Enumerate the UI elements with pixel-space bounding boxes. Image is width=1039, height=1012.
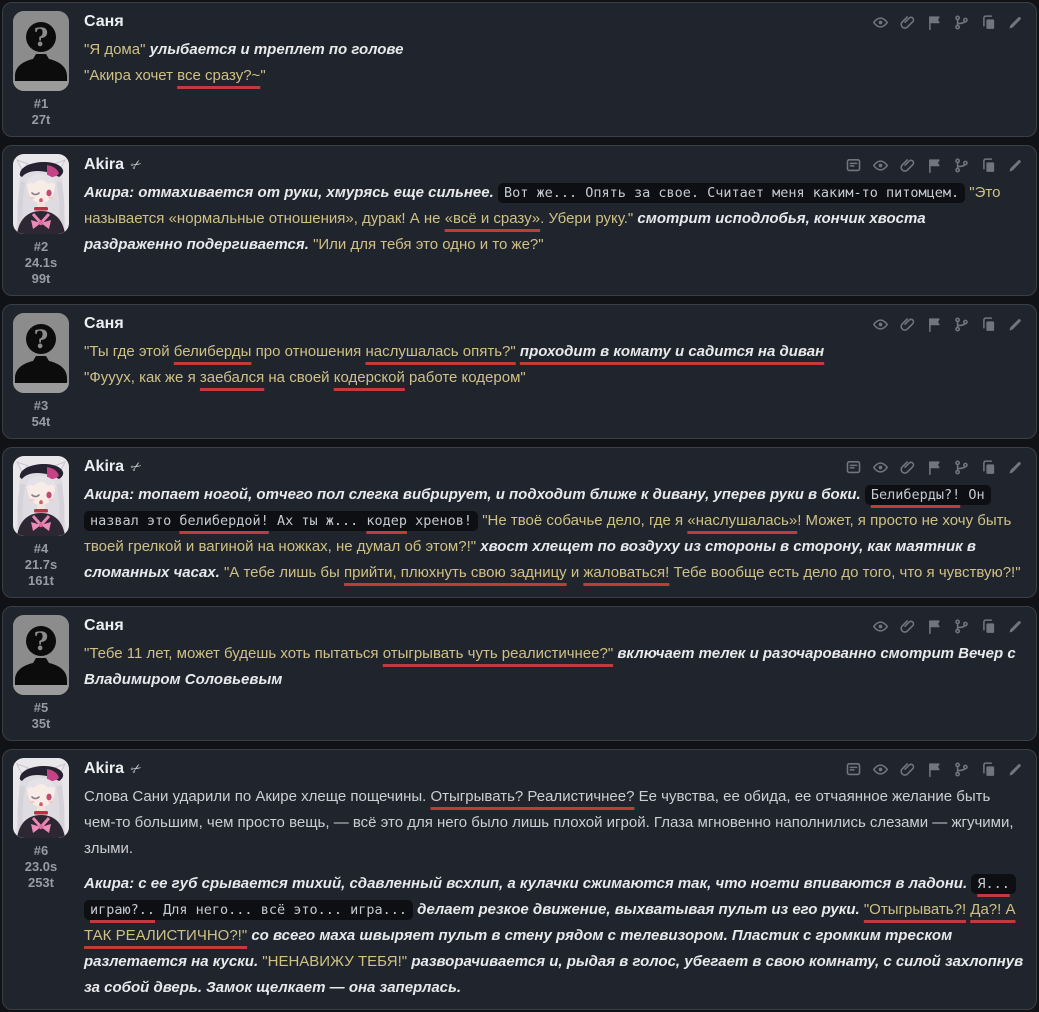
branch-icon[interactable] — [953, 14, 970, 31]
message-stat: 21.7s — [24, 557, 58, 572]
quote-text: "Не твоё собачье дело, где я «наслушалась»! Может, я просто не хочу быть твоей грелкой и вагиной на ножках, не думал об этом?!" — [84, 512, 1012, 555]
prompt-icon[interactable] — [845, 157, 862, 174]
action-text: хвост хлещет по воздуху из стороны в сторону, как маятник в сломанных часах. — [84, 538, 976, 581]
message-header — [84, 758, 1024, 780]
message-stat: #1 — [33, 96, 49, 111]
author-name: Akira — [84, 760, 125, 777]
message-paragraph — [84, 37, 1024, 89]
message-paragraph — [84, 871, 1024, 1001]
code-text: Белиберды?! Он назвал это белибердой! Ах ты ж... кодер хренов! — [84, 485, 991, 531]
message — [2, 749, 1037, 1010]
message-text — [84, 180, 1024, 258]
message-stats — [32, 398, 51, 430]
spellcheck-underline: заебался — [199, 369, 265, 386]
user-avatar-placeholder — [13, 615, 69, 695]
message — [2, 447, 1037, 598]
edit-icon[interactable] — [1007, 14, 1024, 31]
branch-icon[interactable] — [953, 157, 970, 174]
message-stat: 253t — [27, 875, 54, 890]
author-name: Akira — [84, 156, 125, 173]
message-stats — [32, 700, 51, 732]
quote-text: "Тебе 11 лет, может будешь хоть пытаться отыгрывать чуть реалистичнее?" — [84, 645, 614, 662]
message-sidebar — [11, 313, 71, 430]
message-paragraph — [84, 180, 1024, 258]
action-text — [520, 343, 824, 360]
akira-avatar-portrait — [13, 456, 69, 536]
avatar[interactable] — [13, 154, 69, 234]
message-header — [84, 615, 1024, 637]
copy-icon[interactable] — [980, 618, 997, 635]
spellcheck-underline: «наслушалась» — [687, 512, 798, 529]
avatar[interactable] — [13, 313, 69, 393]
quote-text: "Я дома" — [84, 41, 146, 58]
spellcheck-underline: играю?.. — [90, 902, 156, 918]
quote-text: "Фууух, как же я заебался на своей кодерской работе кодером" — [84, 369, 526, 386]
branch-icon[interactable] — [953, 618, 970, 635]
message-actions — [845, 157, 1024, 174]
message-stats — [25, 541, 58, 589]
quote-text: "Ты где этой белиберды про отношения наслушалась опять?" — [84, 343, 516, 360]
spellcheck-underline: Я... — [977, 876, 1010, 892]
code-text: Я... играю?.. Для него... всё это... игра... — [84, 874, 1016, 920]
message-actions — [872, 316, 1024, 333]
message-stat: 161t — [27, 573, 54, 588]
edit-icon[interactable] — [1007, 316, 1024, 333]
spellcheck-underline: все сразу?~ — [177, 67, 261, 84]
action-text: включает телек и разочарованно смотрит Вечер с Владимиром Соловьевым — [84, 645, 1016, 688]
action-text: делает резкое движение, выхватывая пульт из его руки. — [417, 901, 860, 918]
message-text — [84, 37, 1024, 89]
action-text: Акира: топает ногой, отчего пол слегка вибрирует, и подходит ближе к дивану, уперев руки в боки. — [84, 486, 861, 503]
action-text: разворачивается и, рыдая в голос, убегает в свою комнату, с силой захлопнув за собой дверь. Замок щелкает — она заперлась. — [84, 953, 1024, 996]
message — [2, 145, 1037, 296]
paperclip-icon[interactable] — [899, 316, 916, 333]
spellcheck-underline: кодер — [366, 513, 407, 529]
spellcheck-underline: «всё и сразу» — [444, 210, 541, 227]
copy-icon[interactable] — [980, 459, 997, 476]
avatar[interactable] — [13, 11, 69, 91]
message-actions — [845, 761, 1024, 778]
copy-icon[interactable] — [980, 761, 997, 778]
message-text — [84, 339, 1024, 391]
message-stats — [25, 843, 58, 891]
paperclip-icon[interactable] — [899, 618, 916, 635]
flag-icon[interactable] — [926, 761, 943, 778]
message-sidebar — [11, 456, 71, 589]
message-text — [84, 641, 1024, 693]
akira-avatar-portrait — [13, 154, 69, 234]
eye-icon[interactable] — [872, 316, 889, 333]
branch-icon[interactable] — [953, 316, 970, 333]
message-content — [84, 313, 1024, 391]
message-content — [84, 11, 1024, 89]
message-stat: 99t — [31, 271, 51, 286]
edit-icon[interactable] — [1007, 459, 1024, 476]
message-paragraph — [84, 784, 1024, 862]
message — [2, 606, 1037, 741]
message-sidebar — [11, 11, 71, 128]
edit-icon[interactable] — [1007, 761, 1024, 778]
action-text: Акира: отмахивается от руки, хмурясь еще сильнее. — [84, 184, 494, 201]
eye-icon[interactable] — [872, 157, 889, 174]
spellcheck-underline: проходит в комату и садится на диван — [519, 343, 825, 360]
message-header — [84, 456, 1024, 478]
author-name: Саня — [84, 315, 124, 332]
user-avatar-placeholder — [13, 313, 69, 393]
action-text: смотрит исподлобья, кончик хвоста раздраженно подергивается. — [84, 210, 926, 253]
message-paragraph — [84, 339, 1024, 391]
message-content — [84, 154, 1024, 258]
eye-icon[interactable] — [872, 14, 889, 31]
message-text — [84, 784, 1024, 1001]
message-header — [84, 313, 1024, 335]
message-actions — [872, 14, 1024, 31]
message-actions — [845, 459, 1024, 476]
prompt-icon[interactable] — [845, 459, 862, 476]
scissors-icon: ✂ — [127, 759, 145, 778]
author-name: Akira — [84, 458, 125, 475]
spellcheck-underline: кодерской — [333, 369, 405, 386]
eye-icon[interactable] — [872, 761, 889, 778]
message-stat: 24.1s — [24, 255, 58, 270]
message-stat: #5 — [33, 700, 49, 715]
action-text: улыбается и треплет по голове — [149, 41, 404, 58]
message — [2, 304, 1037, 439]
spellcheck-underline: Отыгрывать? Реалистичнее? — [430, 788, 635, 805]
action-text: со всего маха швыряет пульт в стену рядом с телевизором. Пластик с громким треском разлетается на куски. — [84, 927, 953, 970]
message-sidebar — [11, 758, 71, 891]
edit-icon[interactable] — [1007, 618, 1024, 635]
action-text: Акира: с ее губ срывается тихий, сдавленный всхлип, а кулачки сжимаются так, что ногти впиваются в ладони. — [84, 875, 968, 892]
prompt-icon[interactable] — [845, 761, 862, 778]
user-avatar-placeholder — [13, 11, 69, 91]
spellcheck-underline: прийти, плюхнуть свою задницу — [343, 564, 567, 581]
eye-icon[interactable] — [872, 618, 889, 635]
message-content — [84, 615, 1024, 693]
spellcheck-underline: Да?! А ТАК РЕАЛИСТИЧНО?!" — [84, 901, 1016, 944]
author-name: Саня — [84, 13, 124, 30]
spellcheck-underline: белиберды — [173, 343, 252, 360]
message-header — [84, 11, 1024, 33]
spellcheck-underline: отыгрывать чуть реалистичнее?" — [382, 645, 614, 662]
message-header — [84, 154, 1024, 176]
quote-text: "А тебе лишь бы прийти, плюхнуть свою задницу и жаловаться! Тебе вообще есть дело до того, что я чувствую?!" — [223, 564, 1021, 581]
quote-text: "Это называется «нормальные отношения», дурак! А не «всё и сразу». Убери руку." — [84, 184, 1001, 227]
author-name: Саня — [84, 617, 124, 634]
message-stats — [32, 96, 51, 128]
akira-avatar-portrait — [13, 758, 69, 838]
spellcheck-underline: жаловаться! — [583, 564, 670, 581]
message-text — [84, 482, 1024, 586]
avatar[interactable] — [13, 615, 69, 695]
branch-icon[interactable] — [953, 761, 970, 778]
code-text: Вот же... Опять за свое. Считает меня каким-то питомцем. — [498, 183, 965, 203]
message-stat: #3 — [33, 398, 49, 413]
message-stat: #4 — [33, 541, 49, 556]
scissors-icon: ✂ — [127, 155, 145, 174]
plain-text: Слова Сани ударили по Акире хлеще пощечины. Отыгрывать? Реалистичнее? Ее чувства, ее обида, ее отчаянное желание быть чем-то большим, чем просто вещь, — всё это для него было лишь плохой игрой. Глаза мгновенно наполнились слезами — жгучими, злыми. — [84, 788, 1014, 857]
eye-icon[interactable] — [872, 459, 889, 476]
spellcheck-underline: "Отыгрывать?! — [863, 901, 967, 918]
paperclip-icon[interactable] — [899, 761, 916, 778]
flag-icon[interactable] — [926, 618, 943, 635]
avatar[interactable] — [13, 456, 69, 536]
branch-icon[interactable] — [953, 459, 970, 476]
message-paragraph — [84, 482, 1024, 586]
message-stat: #6 — [33, 843, 49, 858]
paperclip-icon[interactable] — [899, 459, 916, 476]
flag-icon[interactable] — [926, 14, 943, 31]
copy-icon[interactable] — [980, 14, 997, 31]
message-sidebar — [11, 615, 71, 732]
svg-text:?: ? — [33, 325, 49, 354]
message-stat: #2 — [33, 239, 49, 254]
message-stats — [25, 239, 58, 287]
flag-icon[interactable] — [926, 316, 943, 333]
scissors-icon: ✂ — [127, 457, 145, 476]
paperclip-icon[interactable] — [899, 157, 916, 174]
message-stat: 35t — [31, 716, 51, 731]
paperclip-icon[interactable] — [899, 14, 916, 31]
spellcheck-underline: наслушалась опять?" — [365, 343, 516, 360]
edit-icon[interactable] — [1007, 157, 1024, 174]
message-paragraph — [84, 641, 1024, 693]
message — [2, 2, 1037, 137]
message-sidebar — [11, 154, 71, 287]
avatar[interactable] — [13, 758, 69, 838]
message-content — [84, 456, 1024, 586]
message-content — [84, 758, 1024, 1001]
quote-text: "Акира хочет все сразу?~" — [84, 67, 266, 84]
copy-icon[interactable] — [980, 316, 997, 333]
flag-icon[interactable] — [926, 459, 943, 476]
message-stat: 23.0s — [24, 859, 58, 874]
spellcheck-underline: белибердой! — [179, 513, 269, 529]
message-stat: 54t — [31, 414, 51, 429]
svg-text:?: ? — [33, 627, 49, 656]
quote-text: "Или для тебя это одно и то же?" — [313, 236, 544, 253]
svg-text:?: ? — [33, 23, 49, 52]
spellcheck-underline: Белиберды?! — [870, 487, 961, 503]
copy-icon[interactable] — [980, 157, 997, 174]
quote-text: "НЕНАВИЖУ ТЕБЯ!" — [262, 953, 408, 970]
message-actions — [872, 618, 1024, 635]
flag-icon[interactable] — [926, 157, 943, 174]
message-stat: 27t — [31, 112, 51, 127]
